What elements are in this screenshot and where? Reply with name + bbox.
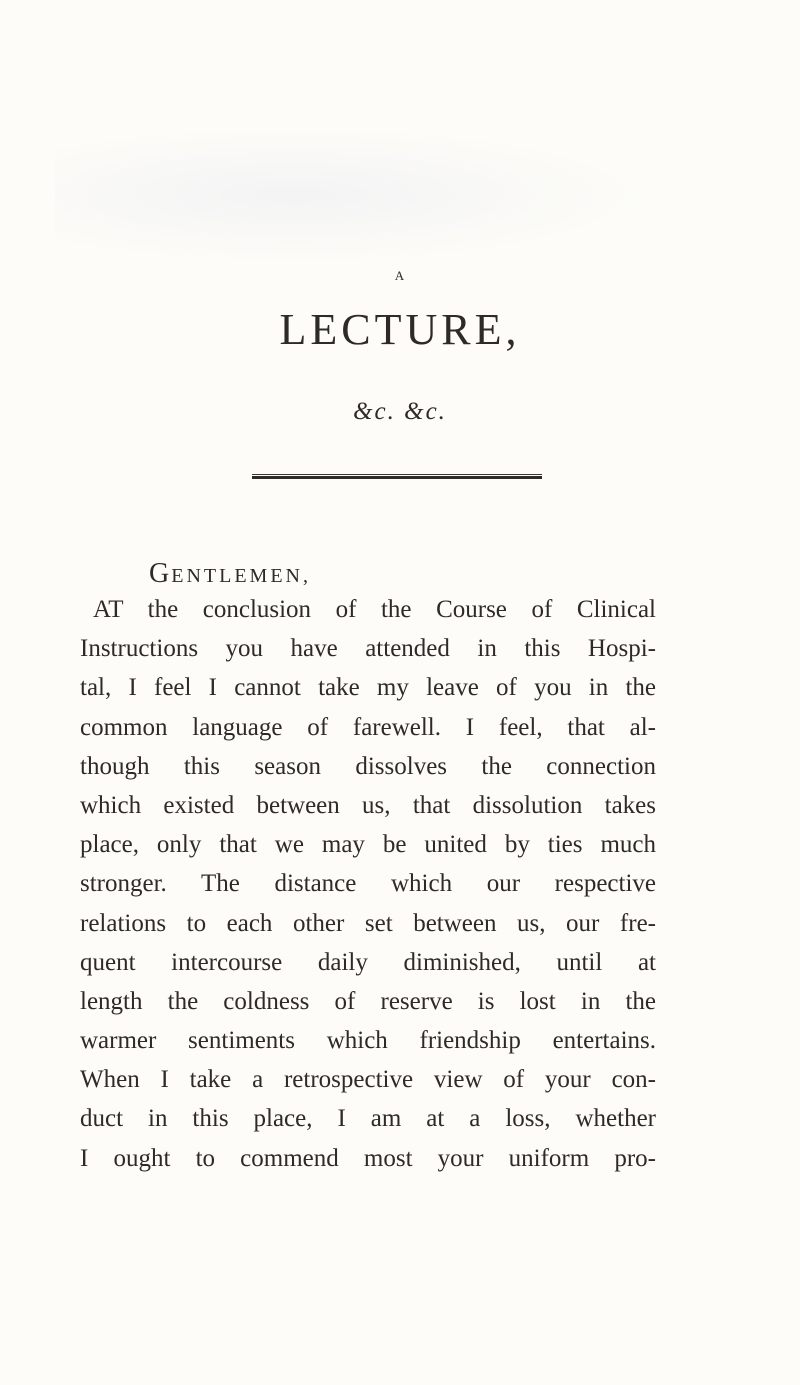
text-line: Instructions you have attended in this Hospi- <box>80 635 656 663</box>
text-line: When I take a retrospective view of your con- <box>80 1066 656 1094</box>
text-line: warmer sentiments which friendship entertains. <box>80 1027 656 1055</box>
text-line: relations to each other set between us, our fre- <box>80 909 656 937</box>
text-line: I ought to commend most your uniform pro- <box>80 1144 656 1172</box>
show-through-text <box>55 125 655 265</box>
page-title: LECTURE, <box>279 305 521 354</box>
text-line: quent intercourse daily diminished, until at <box>80 948 656 976</box>
text-line: stronger. The distance which our respective <box>80 870 656 898</box>
salutation-rest: ENTLEMEN, <box>171 565 311 587</box>
decorative-rule <box>252 474 542 478</box>
salutation-initial: G <box>149 558 172 589</box>
text-line: tal, I feel I cannot take my leave of you in the <box>80 674 656 702</box>
salutation <box>149 560 311 588</box>
text-line: though this season dissolves the connection <box>80 752 656 780</box>
text-line: which existed between us, that dissolution takes <box>80 791 656 819</box>
text-line: place, only that we may be united by ties much <box>80 831 656 859</box>
text-line: common language of farewell. I feel, that al- <box>80 713 656 741</box>
text-line: AT the conclusion of the Course of Clinical <box>93 596 656 623</box>
body-paragraph <box>80 590 656 1178</box>
text-line: length the coldness of reserve is lost in the <box>80 987 656 1015</box>
title-article: A <box>394 268 406 283</box>
rule-thin-line <box>252 474 542 475</box>
text-line: duct in this place, I am at a loss, whether <box>80 1105 656 1133</box>
rule-thick-line <box>252 476 542 479</box>
title-etcetera: &c. &c. <box>353 398 447 425</box>
